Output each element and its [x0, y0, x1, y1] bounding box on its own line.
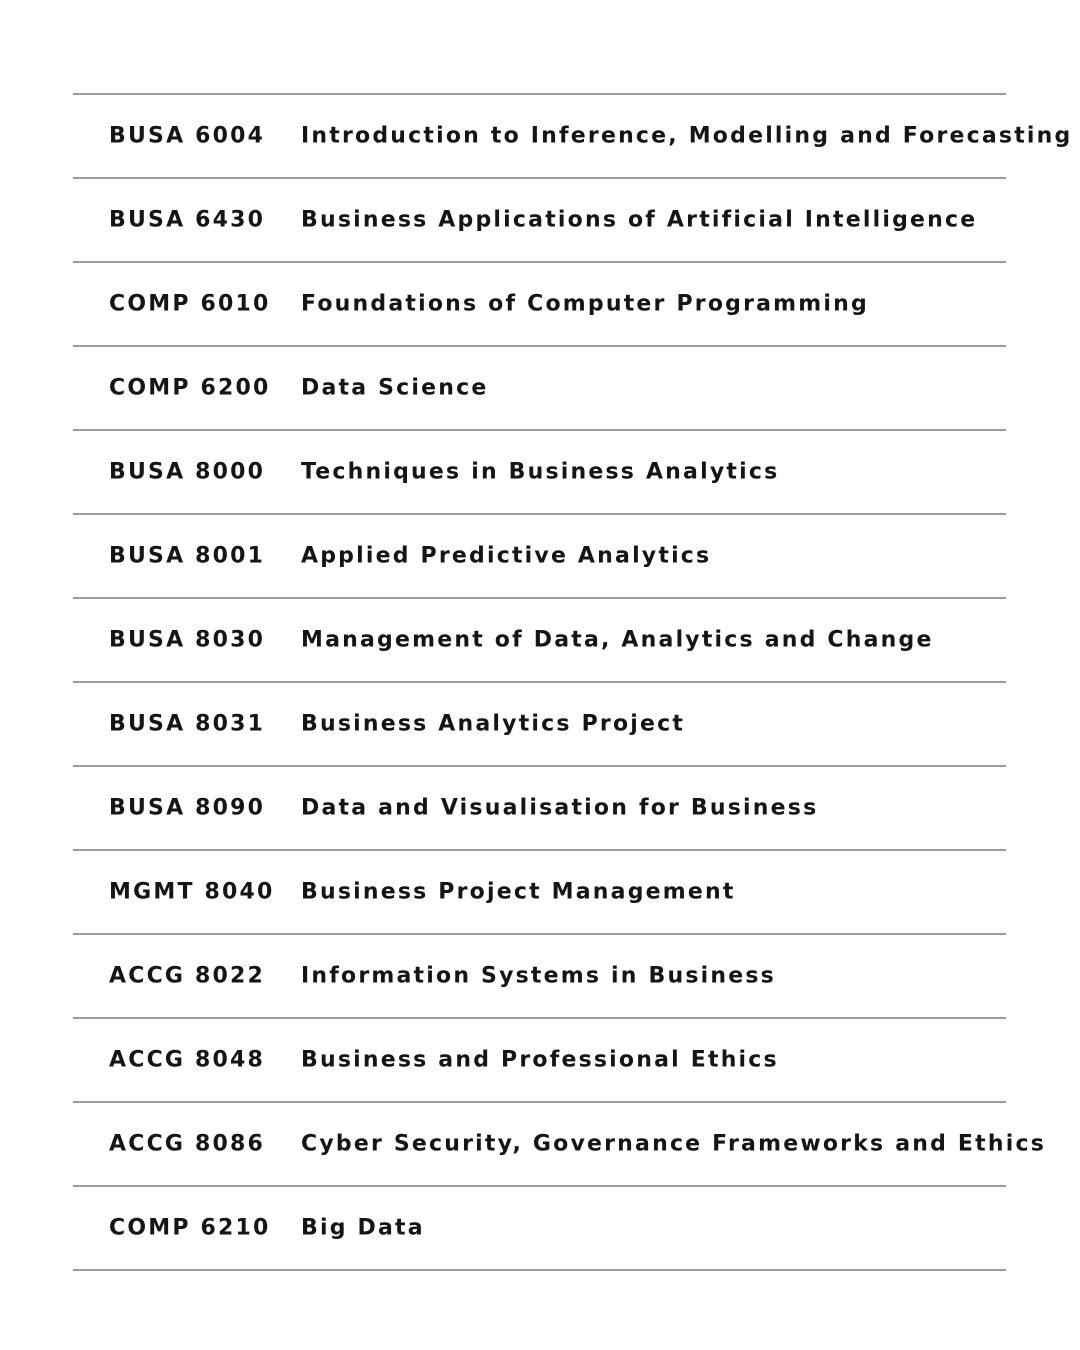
course-title: Introduction to Inference, Modelling and Forecasting [301, 123, 1073, 149]
course-code: COMP 6200 [109, 375, 271, 401]
course-title: Business Applications of Artificial Intelligence [301, 207, 978, 233]
course-row [73, 851, 1006, 935]
course-code: BUSA 8001 [109, 543, 266, 569]
course-row [73, 1187, 1006, 1271]
course-title: Data Science [301, 375, 489, 401]
course-row [73, 515, 1006, 599]
course-row [73, 347, 1006, 431]
course-code: ACCG 8086 [109, 1131, 266, 1157]
course-code: COMP 6210 [109, 1215, 271, 1241]
course-row [73, 179, 1006, 263]
course-title: Foundations of Computer Programming [301, 291, 869, 317]
course-code: COMP 6010 [109, 291, 271, 317]
course-code: BUSA 8031 [109, 711, 266, 737]
course-row [73, 95, 1073, 179]
course-row [73, 263, 1006, 347]
course-title: Business Project Management [301, 879, 736, 905]
course-title: Big Data [301, 1215, 425, 1241]
course-title: Business and Professional Ethics [301, 1047, 779, 1073]
course-code: BUSA 8030 [109, 627, 266, 653]
course-code: MGMT 8040 [109, 879, 275, 905]
course-code: ACCG 8048 [109, 1047, 266, 1073]
course-title: Techniques in Business Analytics [301, 459, 780, 485]
course-title: Cyber Security, Governance Frameworks and Ethics [301, 1131, 1046, 1157]
course-row [73, 935, 1006, 1019]
course-title: Information Systems in Business [301, 963, 776, 989]
course-code: BUSA 8090 [109, 795, 266, 821]
course-code: ACCG 8022 [109, 963, 266, 989]
course-title: Data and Visualisation for Business [301, 795, 819, 821]
course-title: Business Analytics Project [301, 711, 686, 737]
course-row [73, 599, 1006, 683]
course-row [73, 767, 1006, 851]
course-title: Management of Data, Analytics and Change [301, 627, 934, 653]
course-code: BUSA 6004 [109, 123, 266, 149]
course-row [73, 683, 1006, 767]
course-title: Applied Predictive Analytics [301, 543, 712, 569]
course-code: BUSA 6430 [109, 207, 266, 233]
course-row [73, 1103, 1046, 1187]
course-row [73, 431, 1006, 515]
course-code: BUSA 8000 [109, 459, 266, 485]
course-row [73, 1019, 1006, 1103]
course-list [73, 93, 1073, 1271]
